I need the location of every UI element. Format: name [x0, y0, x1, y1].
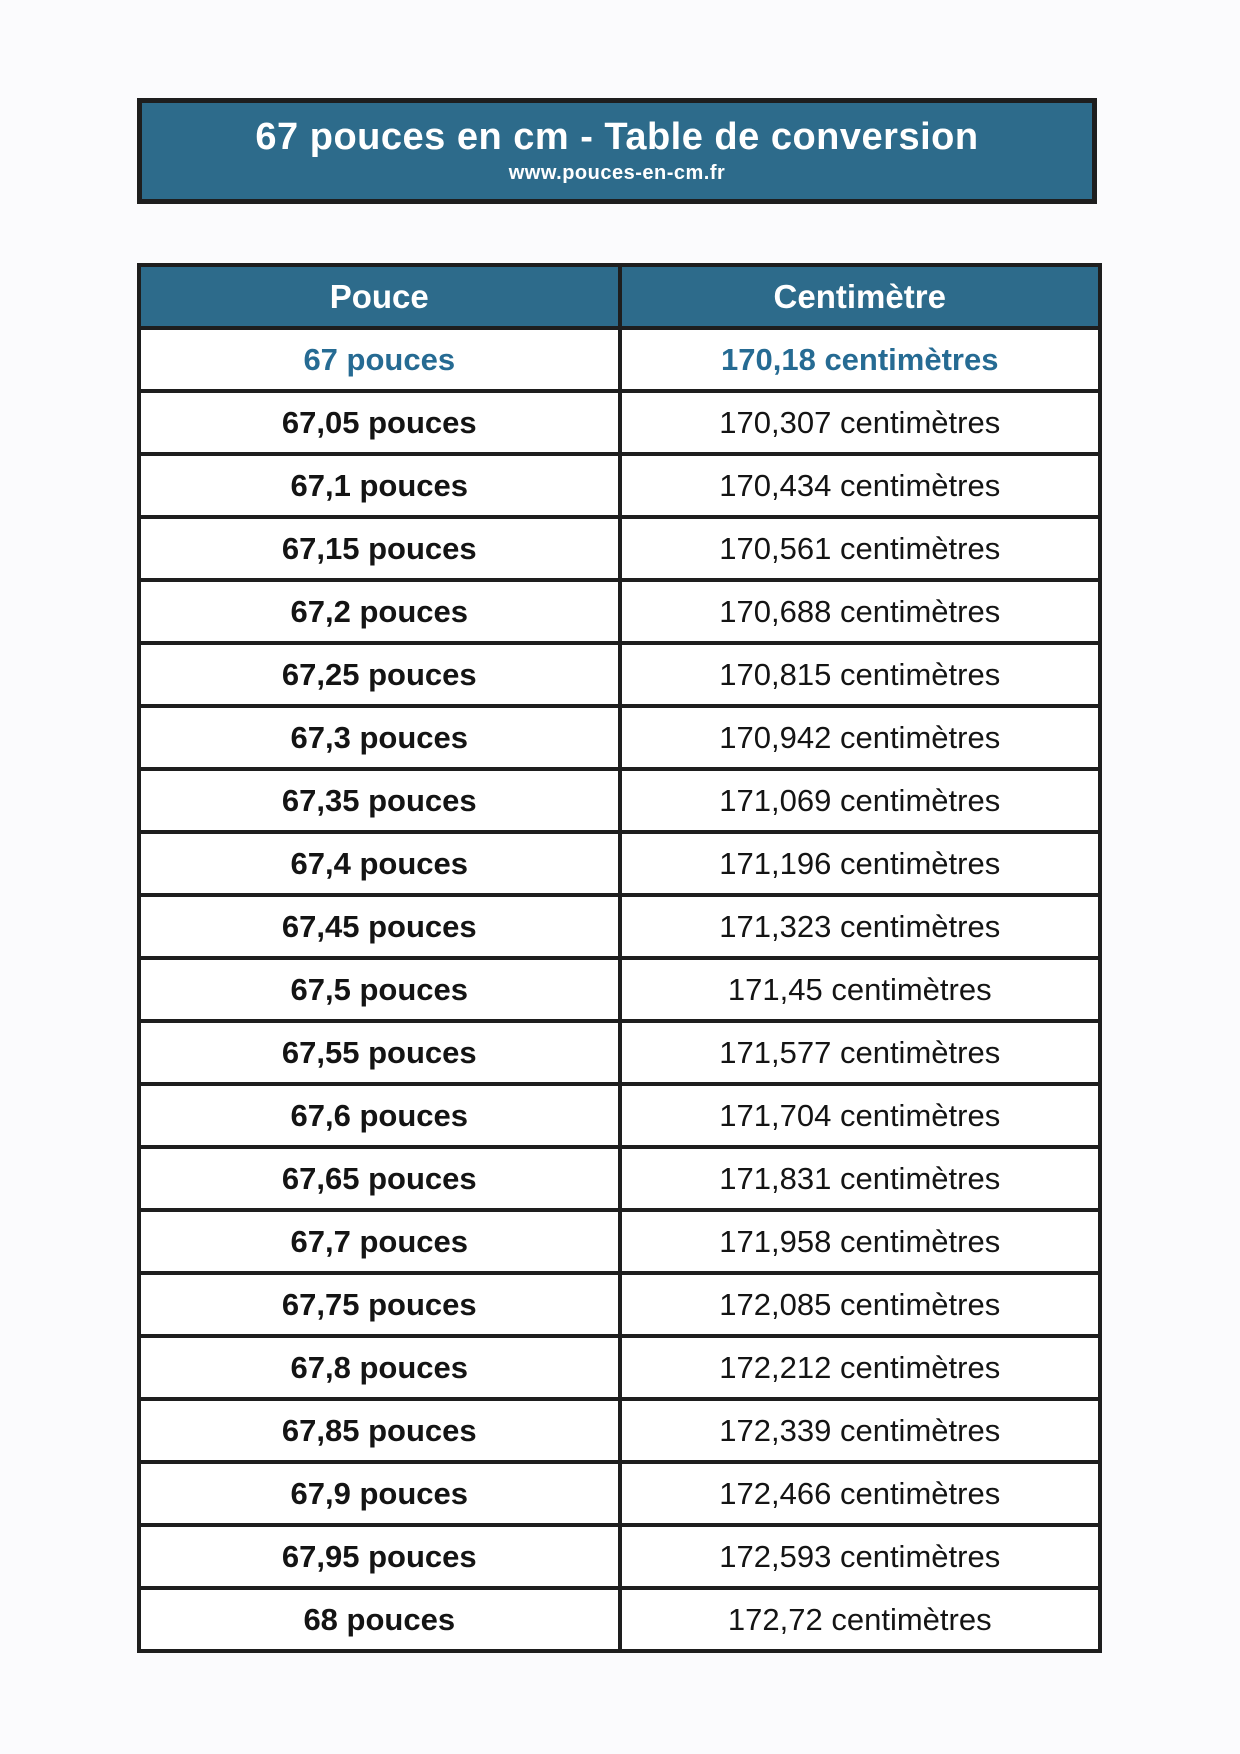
- table-row: [139, 517, 1100, 580]
- centimetre-cell: 171,196 centimètres: [620, 832, 1101, 895]
- centimetre-cell: 170,561 centimètres: [620, 517, 1101, 580]
- centimetre-cell: 170,942 centimètres: [620, 706, 1101, 769]
- centimetre-cell: 171,831 centimètres: [620, 1147, 1101, 1210]
- pouce-cell: 67,2 pouces: [139, 580, 620, 643]
- pouce-cell: 67,55 pouces: [139, 1021, 620, 1084]
- pouce-cell: 67,4 pouces: [139, 832, 620, 895]
- table-row: [139, 1399, 1100, 1462]
- table-row: [139, 454, 1100, 517]
- centimetre-cell: 172,466 centimètres: [620, 1462, 1101, 1525]
- centimetre-cell: 171,704 centimètres: [620, 1084, 1101, 1147]
- table-row: [139, 1336, 1100, 1399]
- centimetre-cell: 170,815 centimètres: [620, 643, 1101, 706]
- pouce-cell: 67,85 pouces: [139, 1399, 620, 1462]
- pouce-cell: 67,3 pouces: [139, 706, 620, 769]
- pouce-cell: 67,45 pouces: [139, 895, 620, 958]
- table-row: [139, 328, 1100, 391]
- table-row: [139, 1021, 1100, 1084]
- pouce-cell: 67,1 pouces: [139, 454, 620, 517]
- table-row: [139, 1588, 1100, 1651]
- centimetre-cell: 170,434 centimètres: [620, 454, 1101, 517]
- table-row: [139, 1462, 1100, 1525]
- pouce-cell: 67 pouces: [139, 328, 620, 391]
- table-row: [139, 769, 1100, 832]
- pouce-cell: 67,7 pouces: [139, 1210, 620, 1273]
- pouce-cell: 67,8 pouces: [139, 1336, 620, 1399]
- header-cell-pouce: Pouce: [139, 265, 620, 328]
- table-row: [139, 895, 1100, 958]
- table-row: [139, 391, 1100, 454]
- centimetre-cell: 172,593 centimètres: [620, 1525, 1101, 1588]
- table-row: [139, 1525, 1100, 1588]
- conversion-table-header: [139, 265, 1100, 328]
- centimetre-cell: 170,688 centimètres: [620, 580, 1101, 643]
- table-row: [139, 1147, 1100, 1210]
- pouce-cell: 67,9 pouces: [139, 1462, 620, 1525]
- centimetre-cell: 171,958 centimètres: [620, 1210, 1101, 1273]
- table-row: [139, 643, 1100, 706]
- title-banner: [137, 98, 1097, 204]
- centimetre-cell: 171,577 centimètres: [620, 1021, 1101, 1084]
- centimetre-cell: 171,323 centimètres: [620, 895, 1101, 958]
- pouce-cell: 67,6 pouces: [139, 1084, 620, 1147]
- centimetre-cell: 170,18 centimètres: [620, 328, 1101, 391]
- table-row: [139, 706, 1100, 769]
- centimetre-cell: 171,069 centimètres: [620, 769, 1101, 832]
- table-row: [139, 958, 1100, 1021]
- conversion-table-body: [139, 328, 1100, 1651]
- centimetre-cell: 172,72 centimètres: [620, 1588, 1101, 1651]
- table-row: [139, 580, 1100, 643]
- centimetre-cell: 171,45 centimètres: [620, 958, 1101, 1021]
- table-row: [139, 1210, 1100, 1273]
- pouce-cell: 68 pouces: [139, 1588, 620, 1651]
- pouce-cell: 67,25 pouces: [139, 643, 620, 706]
- pouce-cell: 67,05 pouces: [139, 391, 620, 454]
- centimetre-cell: 172,085 centimètres: [620, 1273, 1101, 1336]
- pouce-cell: 67,5 pouces: [139, 958, 620, 1021]
- header-row: [139, 265, 1100, 328]
- pouce-cell: 67,95 pouces: [139, 1525, 620, 1588]
- pouce-cell: 67,65 pouces: [139, 1147, 620, 1210]
- site-url: www.pouces-en-cm.fr: [508, 162, 726, 185]
- table-row: [139, 1084, 1100, 1147]
- centimetre-cell: 172,339 centimètres: [620, 1399, 1101, 1462]
- conversion-table: [137, 263, 1102, 1653]
- centimetre-cell: 172,212 centimètres: [620, 1336, 1101, 1399]
- pouce-cell: 67,35 pouces: [139, 769, 620, 832]
- page-title: 67 pouces en cm - Table de conversion: [255, 115, 979, 158]
- table-row: [139, 1273, 1100, 1336]
- table-row: [139, 832, 1100, 895]
- centimetre-cell: 170,307 centimètres: [620, 391, 1101, 454]
- pouce-cell: 67,15 pouces: [139, 517, 620, 580]
- header-cell-centimetre: Centimètre: [620, 265, 1101, 328]
- pouce-cell: 67,75 pouces: [139, 1273, 620, 1336]
